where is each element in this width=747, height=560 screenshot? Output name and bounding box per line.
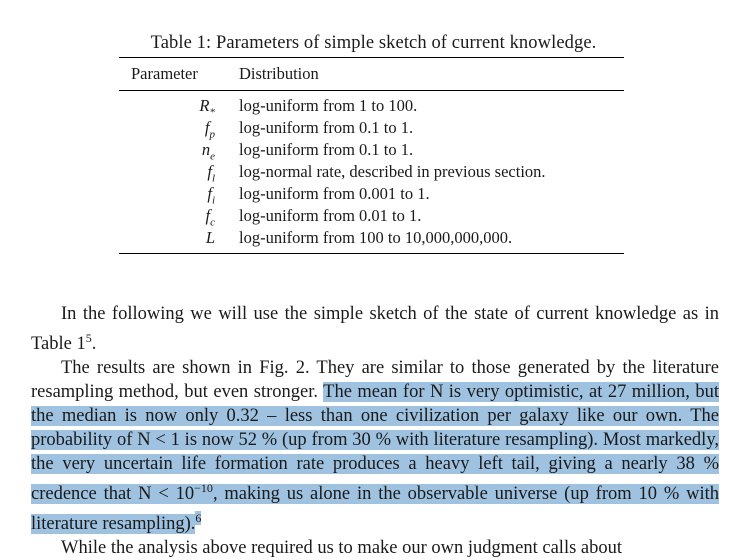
table-row	[119, 96, 624, 118]
table-row	[119, 184, 624, 206]
table-row	[119, 206, 624, 228]
param-distribution: log-uniform from 0.01 to 1.	[239, 206, 422, 225]
param-symbol: $f_p$	[204, 118, 215, 141]
param-symbol: L	[205, 228, 215, 247]
table-row	[119, 140, 624, 162]
paragraph: While the analysis above required us to make our own judgment calls about	[61, 538, 623, 559]
paragraph: In the following we will use the simple sketch of the state of current knowledge as in Table $1^5$.	[31, 304, 719, 355]
param-symbol: $n_e$	[201, 140, 215, 163]
selected-text[interactable]: The mean for N is very optimistic, at 27 million, but the median is now only 0.32 – less than one civilization per galaxy like our own. The probability of N < 1 is now 52 % (up from 30 % with literature resampling). Most markedly, the very uncertain life formation rate produces a heavy left tail, giving a nearly 38 % credence that $N < 10^{-10}$, making us alone in the observable universe (up from 10 % with literature resampling).	[31, 382, 719, 535]
param-distribution: log-uniform from 1 to 100.	[239, 96, 418, 115]
param-distribution: log-uniform from 0.1 to 1.	[239, 140, 414, 159]
footnote-marker: 5	[85, 331, 92, 345]
header-distribution: Distribution	[239, 64, 319, 83]
param-symbol: $f_i$	[207, 184, 215, 207]
table-top-rule	[119, 57, 624, 58]
table-caption: Table 1: Parameters of simple sketch of current knowledge.	[150, 33, 597, 53]
body-text	[31, 302, 719, 560]
param-symbol: $f_c$	[205, 206, 215, 229]
param-symbol: $R_*$	[199, 96, 215, 119]
table-mid-rule	[119, 90, 624, 91]
header-parameter: Parameter	[131, 64, 198, 83]
footnote-marker: 6	[195, 511, 202, 526]
param-distribution: log-uniform from 0.001 to 1.	[239, 184, 430, 203]
paragraph: The results are shown in Fig. 2. They are similar to those generated by the literature resampling method, but even stronger. The mean for N is very optimistic, at 27 million, but the median is now only 0.32 – less than one civilization per galaxy like our own. The probability of N < 1 is now 52 % (up from 30 % with literature resampling). Most markedly, the very uncertain life formation rate produces a heavy left tail, giving a nearly 38 % credence that $N < 10^{-10}$, making us alone in the observable universe (up from 10 % with literature resampling).$^6$	[31, 358, 719, 535]
param-distribution: log-uniform from 0.1 to 1.	[239, 118, 414, 137]
param-symbol: $f_l$	[207, 162, 215, 185]
table-row	[119, 228, 624, 250]
param-distribution: log-uniform from 100 to 10,000,000,000.	[239, 228, 513, 247]
table-bottom-rule	[119, 253, 624, 254]
table-row	[119, 162, 624, 184]
table-row	[119, 118, 624, 140]
param-distribution: log-normal rate, described in previous section.	[239, 162, 546, 181]
